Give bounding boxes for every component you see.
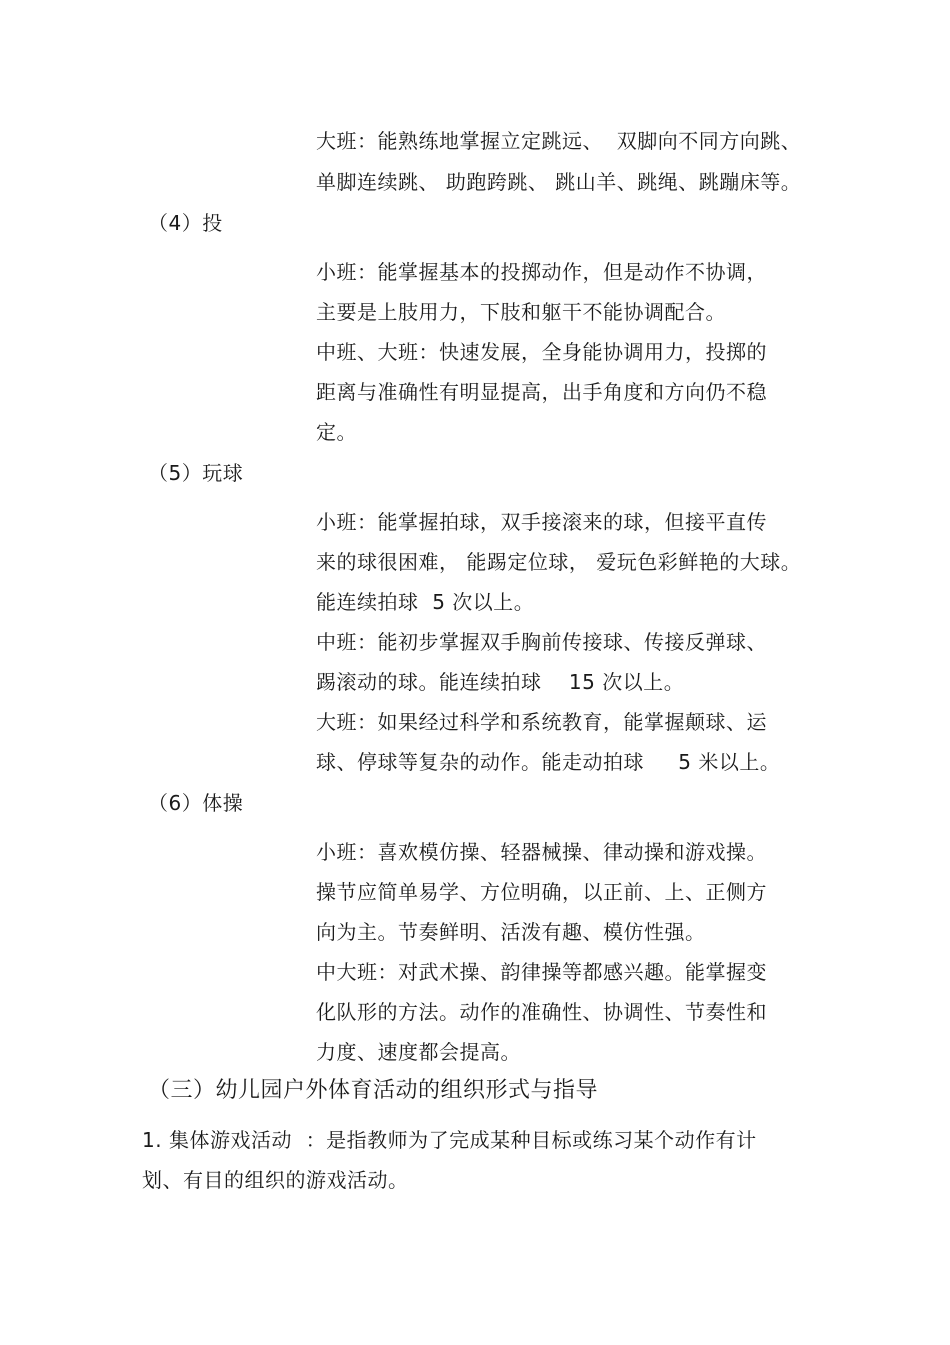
throw-line-4: 距离与准确性有明显提高，出手角度和方向仍不稳: [316, 380, 767, 404]
ball-heading: （5）玩球: [148, 461, 244, 485]
ball-line-5: 踢滚动的球。能连续拍球 15 次以上。: [316, 670, 685, 694]
ball-line-4: 中班：能初步掌握双手胸前传接球、传接反弹球、: [316, 630, 767, 654]
gym-heading: （6）体操: [148, 791, 244, 815]
section-para-line-1: 1. 集体游戏活动 ：是指教师为了完成某种目标或练习某个动作有计: [142, 1128, 757, 1152]
gym-line-2: 操节应简单易学、方位明确，以正前、上、正侧方: [316, 880, 767, 904]
section-para-line-2: 划、有目的组织的游戏活动。: [142, 1168, 409, 1192]
jump-big-line-2: 单脚连续跳、 助跑跨跳、 跳山羊、跳绳、跳蹦床等。: [316, 170, 802, 194]
section-title: （三）幼儿园户外体育活动的组织形式与指导: [148, 1078, 599, 1103]
throw-line-5: 定。: [316, 420, 357, 444]
ball-line-2: 来的球很困难， 能踢定位球， 爱玩色彩鲜艳的大球。: [316, 550, 802, 574]
ball-line-7: 球、停球等复杂的动作。能走动拍球 5 米以上。: [316, 750, 781, 774]
throw-heading: （4）投: [148, 211, 223, 235]
gym-line-5: 化队形的方法。动作的准确性、协调性、节奏性和: [316, 1000, 767, 1024]
ball-line-6: 大班：如果经过科学和系统教育，能掌握颠球、运: [316, 710, 767, 734]
ball-line-3: 能连续拍球 5 次以上。: [316, 590, 535, 614]
throw-line-3: 中班、大班：快速发展，全身能协调用力，投掷的: [316, 340, 767, 364]
gym-line-6: 力度、速度都会提高。: [316, 1040, 521, 1064]
throw-line-1: 小班：能掌握基本的投掷动作，但是动作不协调，: [316, 260, 767, 284]
gym-line-1: 小班：喜欢模仿操、轻器械操、律动操和游戏操。: [316, 840, 767, 864]
throw-line-2: 主要是上肢用力，下肢和躯干不能协调配合。: [316, 300, 726, 324]
jump-big-line-1: 大班：能熟练地掌握立定跳远、 双脚向不同方向跳、: [316, 129, 802, 153]
ball-line-1: 小班：能掌握拍球，双手接滚来的球，但接平直传: [316, 510, 767, 534]
gym-line-4: 中大班：对武术操、韵律操等都感兴趣。能掌握变: [316, 960, 767, 984]
gym-line-3: 向为主。节奏鲜明、活泼有趣、模仿性强。: [316, 920, 706, 944]
